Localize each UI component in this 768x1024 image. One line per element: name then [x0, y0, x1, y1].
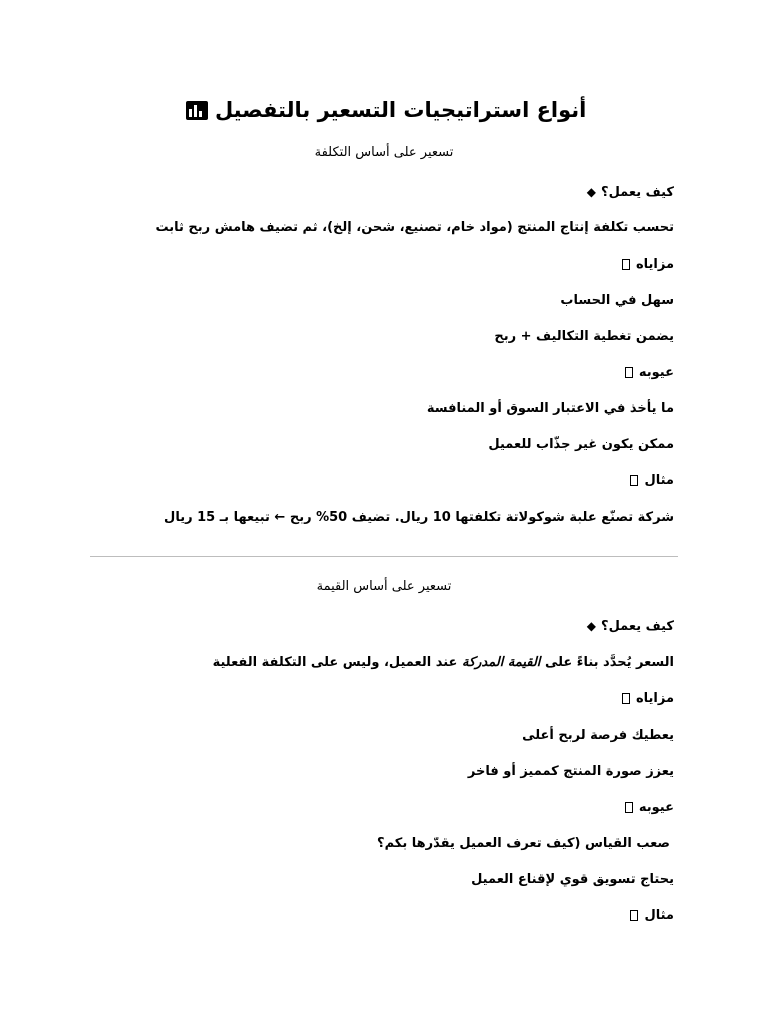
section-2-con-1: صعب القياس (كيف تعرف العميل يقدّرها بكم؟ — [377, 836, 670, 851]
section-2-how-text — [90, 654, 674, 672]
pros-label-text: مزاياه — [635, 257, 674, 272]
section-2-heading: تسعير على أساس القيمة — [316, 579, 452, 594]
missing-glyph-icon — [630, 910, 638, 921]
section-2-pro-1: يعطيك فرصة لربح أعلى — [522, 728, 674, 743]
section-1-pros-label — [90, 256, 674, 274]
section-1-heading: تسعير على أساس التكلفة — [314, 145, 454, 160]
diamond-bullet-icon: ◆ — [586, 185, 597, 199]
section-2-example-label — [90, 907, 674, 925]
example-label-text: مثال — [644, 473, 674, 488]
section-1-con-1: ما يأخذ في الاعتبار السوق أو المنافسة — [426, 401, 674, 416]
section-divider — [90, 556, 678, 557]
section-2-cons-label — [90, 799, 674, 817]
cons-label-text: عيوبه — [638, 365, 674, 380]
how-text-before: السعر يُحدَّد بناءً على — [544, 655, 674, 670]
diamond-bullet-icon: ◆ — [586, 619, 597, 633]
bar-chart-icon — [186, 101, 208, 120]
missing-glyph-icon — [622, 693, 630, 704]
section-1-pro-2: يضمن تغطية التكاليف + ربح — [494, 329, 674, 344]
section-2-con-2: يحتاج تسويق قوي لإقناع العميل — [471, 872, 674, 887]
page-title-text: أنواع استراتيجيات التسعير بالتفصيل — [214, 98, 587, 122]
section-1-example-text: شركة تصنّع علبة شوكولاتة تكلفتها 10 ريال. تضيف 50% ربح ← تبيعها بـ 15 ريال — [164, 510, 674, 525]
page-title — [96, 97, 672, 123]
section-2-pros-label — [90, 690, 674, 708]
example-label-text: مثال — [644, 908, 674, 923]
section-1-cons-label — [90, 364, 674, 382]
how-label-text: كيف يعمل؟ — [601, 185, 674, 200]
how-text-after: عند العميل، وليس على التكلفة الفعلية — [212, 655, 458, 670]
section-1-how-text: تحسب تكلفة إنتاج المنتج (مواد خام، تصنيع، شحن، إلخ)، ثم تضيف هامش ربح ثابت — [155, 220, 674, 235]
how-text-emphasis: القيمة المدركة — [461, 655, 541, 670]
missing-glyph-icon — [625, 367, 633, 378]
section-1-pro-1: سهل في الحساب — [560, 293, 674, 308]
section-1-how-label — [90, 183, 674, 202]
cons-label-text: عيوبه — [638, 800, 674, 815]
section-1-con-2: ممكن يكون غير جذّاب للعميل — [488, 437, 674, 452]
how-label-text: كيف يعمل؟ — [601, 619, 674, 634]
missing-glyph-icon — [630, 475, 638, 486]
missing-glyph-icon — [622, 259, 630, 270]
pros-label-text: مزاياه — [635, 691, 674, 706]
section-1-example-label — [90, 472, 674, 490]
section-2-pro-2: يعزز صورة المنتج كمميز أو فاخر — [467, 764, 674, 779]
missing-glyph-icon — [625, 802, 633, 813]
section-2-how-label — [90, 617, 674, 636]
